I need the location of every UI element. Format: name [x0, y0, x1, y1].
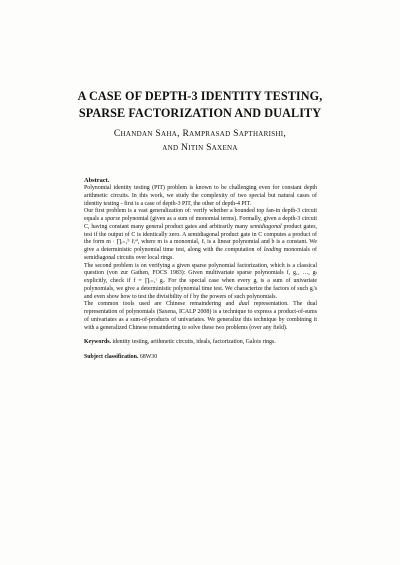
keywords-line [84, 339, 317, 347]
abstract-p2-text-d: monomials of semidiagonal circuits over local rings. [84, 247, 317, 261]
abstract-p2-leading: leading [263, 247, 282, 253]
subject-classification-line [84, 354, 317, 362]
abstract-heading: Abstract. [84, 177, 110, 184]
abstract-p4-text-a: The common tools used are Chinese remaindering and [84, 301, 239, 308]
abstract-section [84, 176, 317, 362]
author-list [40, 127, 360, 154]
abstract-paragraph-3: The second problem is on verifying a given sparse polynomial factorization, which is a classical question (von zur Gathen, FOCS 1983): Given multivariate sparse polynomials f, g₁, …, gₜ explicitly, check if f = ∏ᵢ₌₁ᵗ gᵢ. For the special case when every gᵢ is a sum of univariate polynomials, we give a deterministic polynomial time test. We characterize the factors of such gᵢ's and even show how to test the divisibility of f by the powers of such polynomials. [84, 262, 317, 300]
abstract-paragraph-1: Polynomial identity testing (PIT) problem is known to be challenging even for constant depth arithmetic circuits. In this work, we study the complexity of two special but natural cases of identity testing - first is a case of depth-3 PIT, the other of depth-4 PIT. [84, 185, 317, 207]
abstract-paragraph-4 [84, 301, 317, 332]
abstract-paragraph-2 [84, 208, 317, 262]
keywords-text: identity testing, arithmetic circuits, ideals, factorization, Galois rings. [112, 339, 276, 346]
subject-code: 68W30 [139, 354, 158, 360]
abstract-p2-semidiagonal: semidiagonal [249, 223, 282, 230]
keywords-label: Keywords. [84, 339, 111, 346]
subject-label: Subject classification. [84, 354, 139, 360]
paper-title [40, 88, 360, 122]
authors-line-1: Chandan Saha, Ramprasad Saptharishi, [113, 128, 287, 139]
authors-line-2: and Nitin Saxena [162, 141, 238, 153]
abstract-p2-text-b: polynomial (given as a sum of monomial terms). Formally, given a depth-3 circuit C, having constant many general product gates and arbitrarily many [84, 216, 317, 230]
abstract-p4-text-b: representation. The dual representation of polynomials (Saxena, ICALP 2008) is a technique to express a product-of-sums of univariates as a sum-of-products of univariates. We generalize this technique by combining it with a generalized Chinese remaindering to solve these two problems (over any field). [84, 301, 318, 331]
abstract-p2-sparse: sparse [104, 216, 121, 222]
abstract-p4-dual: dual [238, 301, 250, 308]
title-line-2: SPARSE FACTORIZATION AND DUALITY [78, 106, 322, 120]
abstract-p2-text-c: product gates, test if the output of C is identically zero. A semidiagonal product gate in C computes a product of the form m · ∏ᵢ₌₁ᵇ ℓᵢᵉⁱ, where m is a monomial, ℓᵢ is a linear polynomial and b is a constant. We give a deterministic polynomial time test, along with the computation of [84, 223, 318, 253]
abstract-p2-text-a: Our first problem is a vast generalization of: verify whether a bounded top fan-in depth-3 circuit equals a [84, 208, 317, 222]
title-line-1: A CASE OF DEPTH-3 IDENTITY TESTING, [77, 89, 323, 103]
